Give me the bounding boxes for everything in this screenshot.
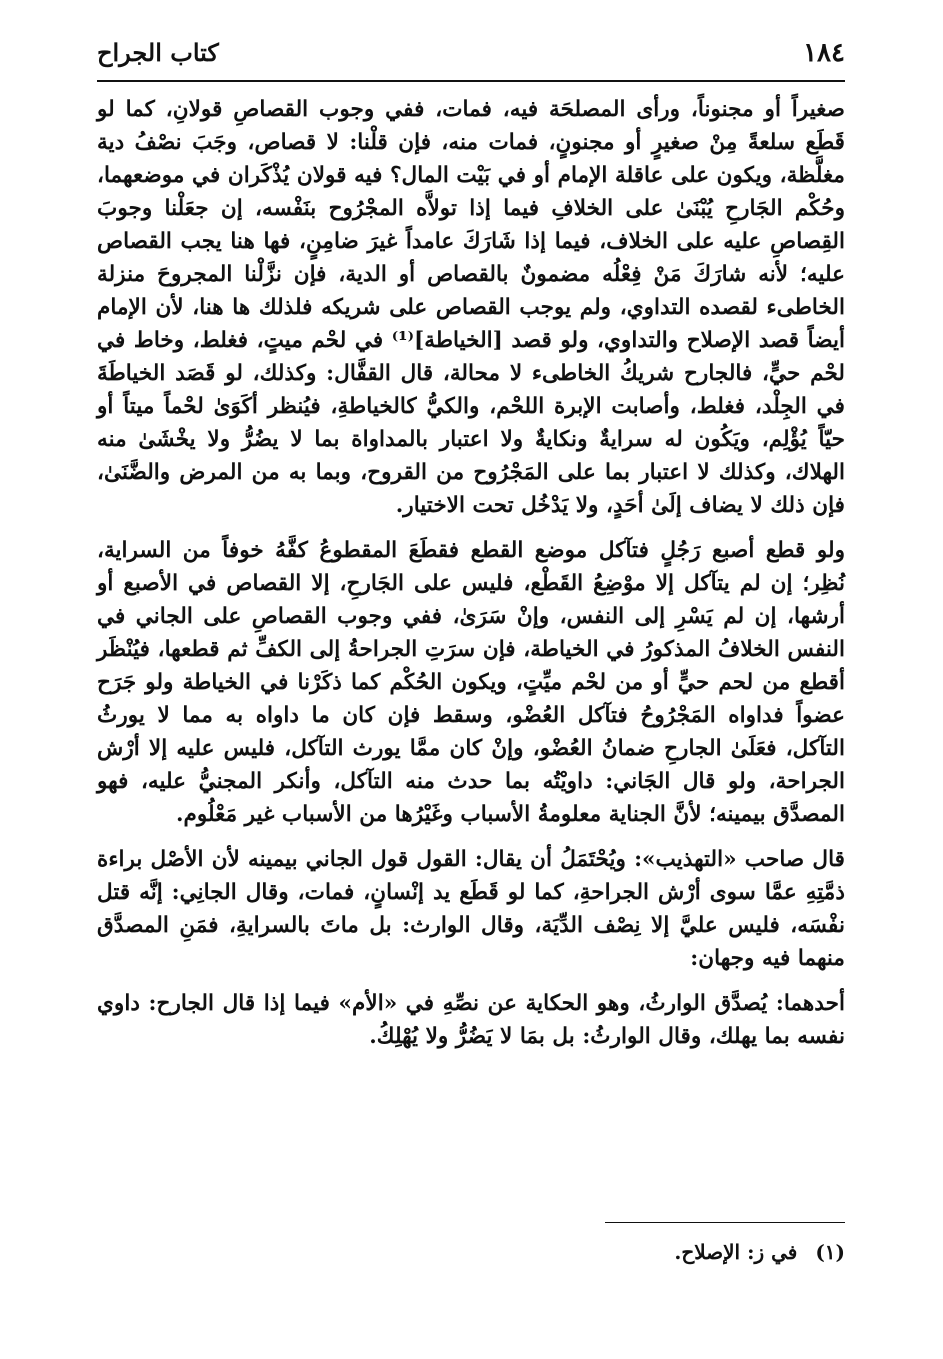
paragraph [97,843,845,975]
paragraph [97,93,845,522]
header-divider [97,80,845,82]
page-number: ١٨٤ [803,38,845,68]
footnote-number: (١) [815,1240,845,1264]
paragraph-text: قال صاحب «التهذيب»: ويُحْتَمَلُ أن يقال: القول قول الجاني بيمينه لأن الأصْل براءة ذمَّتِهِ عمَّا سوى أرْش الجراحةِ، كما لو قَطَع يد إنْسانٍ، فمات، وقال الجانِي: إنَّه قتل نفْسَه، فليس عليَّ إلا نِصْف الدِّيَة، وقال الوارث: بل ماتَ بالسرايةِ، فمَنِ المصدَّق منهما فيه وجهان: [97,847,845,971]
paragraph [97,534,845,831]
running-title: كتاب الجراح [97,38,219,67]
paragraph-text: يُصدَّق الوارثُ، وهو الحكاية عن نصِّهِ في «الأم» فيما إذا قال الجارح: داوي نفسه بما يهلك، وقال الوارثُ: بل بمَا لا يَضُرُّ ولا يُهْلِكُ. [97,991,845,1049]
paragraph [97,987,845,1053]
page-header [97,34,845,74]
footnote [97,1238,845,1266]
paragraph-text: ولو قطع أصبع رَجُلٍ فتآكل موضع القطع فقطَعَ المقطوعُ كفَّهُ خوفاً من السراية، نُظِر؛ إن لم يتآكل إلا موْضِعُ القَطْع، فليس على الجَارحِ، إلا القصاص في الأصبع أو أرشها، إن لم يَسْرِ إلى النفس، وإنْ سَرَىٰ، ففي وجوب القصاصِ على الجاني في النفس الخلافُ المذكورُ في الخياطة، فإن سرَتِ الجراحةُ إلى الكفِّ ثم قطعها، فيُنْظَر أقطع من لحم حيٍّ أو من لحْم ميِّتٍ، ويكون الحُكْم كما ذكَرْنا في الخياطة ولو جَرَح عضواً فداواه المَجْرُوحُ فتآكل العُضْو، وسقط فإن كان ما داواه به مما لا يورثُ التآكل، فعَلَىٰ الجارحِ ضمانُ العُضْو، وإنْ كان ممَّا يورث التآكل، فليس عليه إلا أرْش الجراحة، ولو قال الجَاني: داويْتُه بما حدث منه التآكل، وأنكر المجنيُّ عليه، فهو المصدَّق بيمينه؛ لأنَّ الجناية معلومةُ الأسباب وغَيْرُها من الأسباب غير مَعْلُوم. [97,538,845,827]
paragraph-text: صغيراً أو مجنوناً، ورأى المصلحَة فيه، فمات، ففي وجوب القصاصِ قولانِ، كما لو قَطَع سلعةً مِنْ صغيرٍ أو مجنونٍ، فمات منه، فإن قلْنا: لا قصاص، وجَبَ نصْفُ دية مغلَّظة، ويكون على عاقلة الإمام أو في بَيْت المال؟ فيه قولان يُذْكَران في موضعهما، وحُكْم الجَارحِ يُبْنَىٰ على الخلافِ فيما إذا تولاَّه المجْرُوح بنَفْسه، إن جعَلْنا وجوبَ القِصاصِ عليه على الخلاف، فيما إذا شَارَكَ عامداً غيرَ ضامِنٍ، فها هنا يجب القصاص عليه؛ لأنه شارَكَ مَنْ فِعْلُه مضمونٌ بالقصاص أو الدية، فإن نزَّلْنا المجروحَ منزلة الخاطىء لقصده التداوي، ولم يوجب القصاص على شريكه فلذلك ها هنا، لأن الإمام أيضاً قصد الإصلاح والتداوي، ولو قصد [الخياطة]⁽¹⁾ في لحْم ميتٍ، فغلط، وخاط في لحْم حيٍّ، فالجارح شريكُ الخاطىء لا محالة، قال القفَّال: وكذلك، لو قَصَد الخياطَةَ في الجِلْد، فغلط، وأصابت الإبرة اللحْم، والكيُّ كالخياطةِ، فيُنظر أكَوَىٰ لحْماً ميتاً أو حيّاً يُؤْلِم، ويَكُون له سرايةٌ ونكايةٌ ولا اعتبار بالمداواة بما لا يضُرُّ ولا يخْشَىٰ منه الهلاك، وكذلك لا اعتبار بما على المَجْرُوح من القروح، وبما به من المرض والضَّنَىٰ، فإن ذلك لا يضاف إلَىٰ أحَدٍ، ولا يَدْخُل تحت الاختيار. [97,97,845,518]
footnote-divider [605,1222,845,1223]
paragraph-lead: أحدهما: [775,991,845,1016]
main-text [97,93,845,1065]
footnote-text: في ز: الإصلاح. [674,1240,798,1264]
